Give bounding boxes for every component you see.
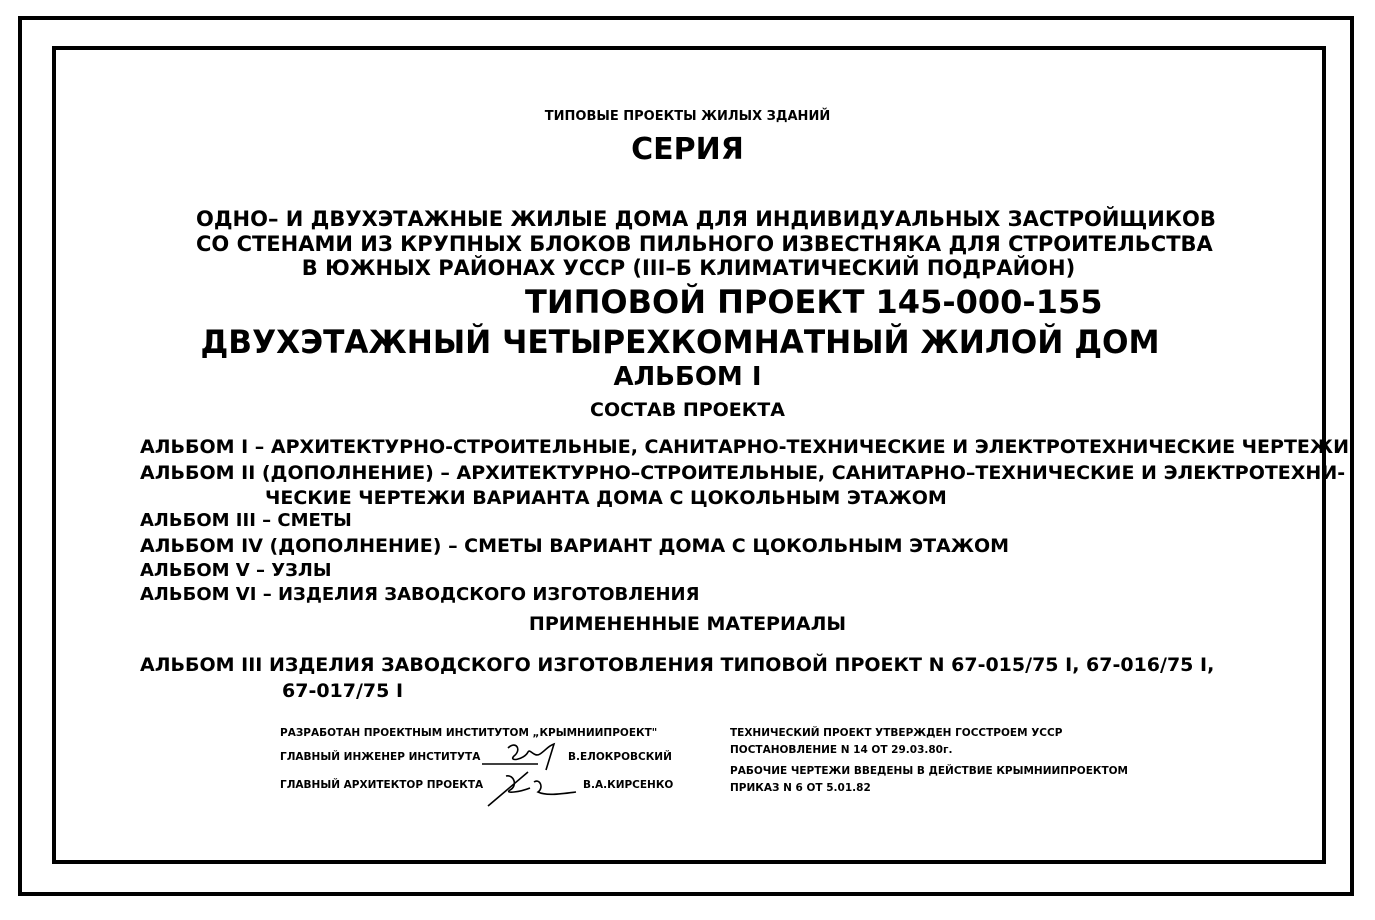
chief-engineer-signature <box>478 738 570 772</box>
album-label: АЛЬБОМ I <box>613 362 762 392</box>
chief-architect-signature <box>484 768 584 810</box>
composition-item: АЛЬБОМ I – АРХИТЕКТУРНО-СТРОИТЕЛЬНЫЕ, САНИТАРНО-ТЕХНИЧЕСКИЕ И ЭЛЕКТРОТЕХНИЧЕСКИЕ ЧЕРТЕЖИ <box>140 436 1350 458</box>
composition-item: АЛЬБОМ V – УЗЛЫ <box>140 560 332 581</box>
approval-line: ТЕХНИЧЕСКИЙ ПРОЕКТ УТВЕРЖДЕН ГОССТРОЕМ УССР <box>730 727 1063 739</box>
series-title-line-1: ОДНО– И ДВУХЭТАЖНЫЕ ЖИЛЫЕ ДОМА ДЛЯ ИНДИВИДУАЛЬНЫХ ЗАСТРОЙЩИКОВ <box>196 207 1216 231</box>
composition-heading: СОСТАВ ПРОЕКТА <box>590 399 785 421</box>
composition-item: АЛЬБОМ VI – ИЗДЕЛИЯ ЗАВОДСКОГО ИЗГОТОВЛЕНИЯ <box>140 584 700 605</box>
chief-engineer-title: ГЛАВНЫЙ ИНЖЕНЕР ИНСТИТУТА <box>280 751 481 763</box>
chief-architect-name: В.А.КИРСЕНКО <box>583 779 674 791</box>
composition-item: АЛЬБОМ III – СМЕТЫ <box>140 510 352 531</box>
supertitle: ТИПОВЫЕ ПРОЕКТЫ ЖИЛЫХ ЗДАНИЙ <box>544 109 831 124</box>
chief-architect-title: ГЛАВНЫЙ АРХИТЕКТОР ПРОЕКТА <box>280 779 484 791</box>
materials-line-1: АЛЬБОМ III ИЗДЕЛИЯ ЗАВОДСКОГО ИЗГОТОВЛЕНИЯ ТИПОВОЙ ПРОЕКТ N 67-015/75 I, 67-016/75 I, <box>140 654 1215 676</box>
resolution-line: ПОСТАНОВЛЕНИЕ N 14 ОТ 29.03.80г. <box>730 744 953 756</box>
chief-engineer-name: В.ЕЛОКРОВСКИЙ <box>568 751 672 763</box>
materials-heading: ПРИМЕНЕННЫЕ МАТЕРИАЛЫ <box>528 613 847 635</box>
composition-item: АЛЬБОМ II (ДОПОЛНЕНИЕ) – АРХИТЕКТУРНО–СТРОИТЕЛЬНЫЕ, САНИТАРНО–ТЕХНИЧЕСКИЕ И ЭЛЕКТРОТЕХНИ- <box>140 462 1346 484</box>
materials-line-2: 67-017/75 I <box>282 680 404 702</box>
order-line: ПРИКАЗ N 6 ОТ 5.01.82 <box>730 782 871 794</box>
developer-line: РАЗРАБОТАН ПРОЕКТНЫМ ИНСТИТУТОМ „КРЫМНИИПРОЕКТ" <box>280 727 658 739</box>
project-number: ТИПОВОЙ ПРОЕКТ 145-000-155 <box>525 283 1103 321</box>
enactment-line: РАБОЧИЕ ЧЕРТЕЖИ ВВЕДЕНЫ В ДЕЙСТВИЕ КРЫМНИИПРОЕКТОМ <box>730 765 1128 777</box>
series-label: СЕРИЯ <box>631 132 744 167</box>
composition-item: АЛЬБОМ IV (ДОПОЛНЕНИЕ) – СМЕТЫ ВАРИАНТ ДОМА С ЦОКОЛЬНЫМ ЭТАЖОМ <box>140 535 1010 557</box>
series-title-line-3: В ЮЖНЫХ РАЙОНАХ УССР (III–Б КЛИМАТИЧЕСКИЙ ПОДРАЙОН) <box>301 256 1076 280</box>
composition-item: ЧЕСКИЕ ЧЕРТЕЖИ ВАРИАНТА ДОМА С ЦОКОЛЬНЫМ ЭТАЖОМ <box>265 487 947 509</box>
project-title: ДВУХЭТАЖНЫЙ ЧЕТЫРЕХКОМНАТНЫЙ ЖИЛОЙ ДОМ <box>200 323 1160 361</box>
series-title-line-2: СО СТЕНАМИ ИЗ КРУПНЫХ БЛОКОВ ПИЛЬНОГО ИЗВЕСТНЯКА ДЛЯ СТРОИТЕЛЬСТВА <box>196 232 1213 256</box>
